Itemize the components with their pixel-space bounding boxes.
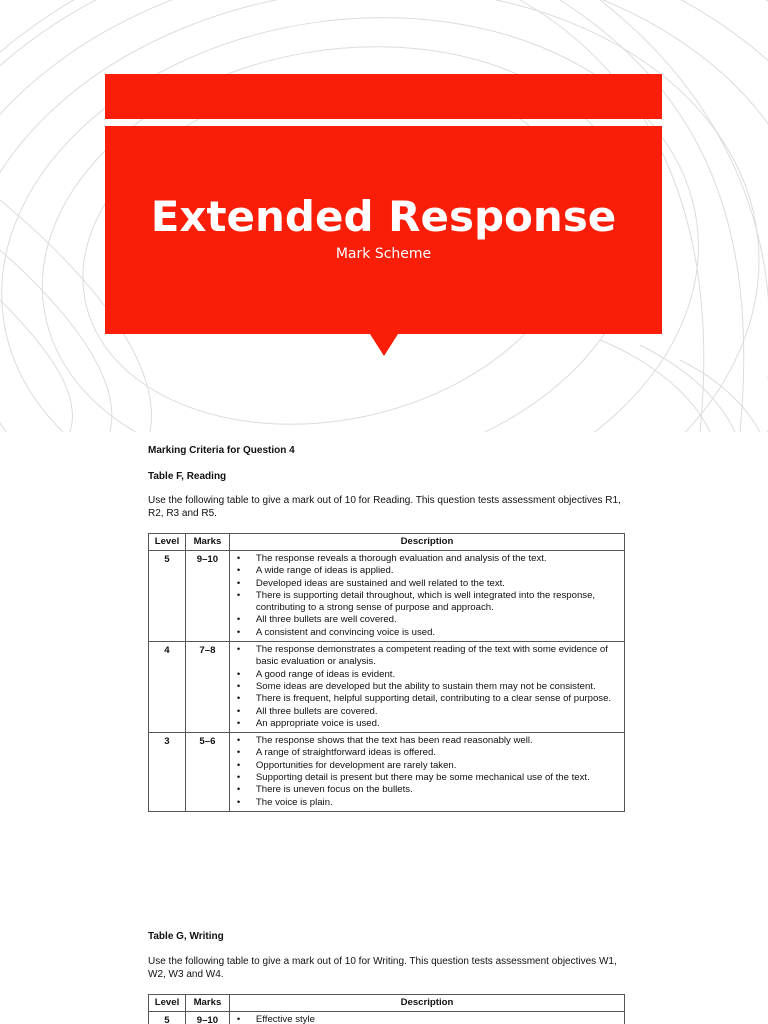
table-f-title: Table F, Reading — [148, 471, 227, 482]
bullet-item: • A good range of ideas is evident. — [230, 669, 620, 681]
table-f — [148, 533, 625, 812]
level-cell: 4 — [149, 642, 186, 733]
table-row — [149, 1012, 625, 1024]
accent-strip — [105, 74, 662, 119]
header-marks: Marks — [185, 534, 229, 551]
bullet-item: • The response reveals a thorough evaluation and analysis of the text. — [230, 553, 620, 565]
header-level: Level — [149, 995, 186, 1012]
slide-title: Extended Response — [150, 192, 617, 241]
bullet-item: • A wide range of ideas is applied. — [230, 565, 620, 577]
description-cell — [229, 642, 624, 733]
bullet-item: • A consistent and convincing voice is used. — [230, 627, 620, 639]
header-marks: Marks — [185, 995, 229, 1012]
slide-subtitle: Mark Scheme — [335, 246, 432, 262]
bullet-item: • The voice is plain. — [230, 797, 620, 809]
table-g-clip — [0, 992, 768, 1024]
title-slide — [0, 0, 768, 432]
marks-cell: 7–8 — [185, 642, 229, 733]
bullet-item: • Opportunities for development are rarely taken. — [230, 760, 620, 772]
header-description: Description — [229, 995, 624, 1012]
marks-cell: 5–6 — [185, 733, 229, 812]
level-cell: 5 — [149, 1012, 186, 1024]
table-g — [148, 994, 625, 1024]
table-row — [149, 551, 625, 642]
title-box-pointer — [370, 334, 398, 356]
bullet-item: • Supporting detail is present but there may be some mechanical use of the text. — [230, 772, 620, 784]
level-cell: 5 — [149, 551, 186, 642]
bullet-item: • All three bullets are well covered. — [230, 614, 620, 626]
table-f-intro: Use the following table to give a mark out of 10 for Reading. This question tests assessment objectives R1, R2, R3 and R5. — [148, 495, 621, 519]
bullet-item: • A range of straightforward ideas is offered. — [230, 747, 620, 759]
bullet-item: • All three bullets are covered. — [230, 706, 620, 718]
description-cell — [229, 551, 624, 642]
marks-cell: 9–10 — [185, 1012, 229, 1024]
bullet-item: • An appropriate voice is used. — [230, 718, 620, 730]
header-description: Description — [229, 534, 624, 551]
marks-cell: 9–10 — [185, 551, 229, 642]
table-g-title: Table G, Writing — [148, 931, 224, 942]
table-f-clip — [0, 533, 768, 853]
description-cell — [229, 733, 624, 812]
bullet-item: • There is frequent, helpful supporting detail, contributing to a clear sense of purpose. — [230, 693, 620, 705]
table-row — [149, 642, 625, 733]
bullet-item: • Some ideas are developed but the ability to sustain them may not be consistent. — [230, 681, 620, 693]
bullet-item: • There is uneven focus on the bullets. — [230, 784, 620, 796]
header-level: Level — [149, 534, 186, 551]
bullet-item: • There is supporting detail throughout, which is well integrated into the response, contributing to a strong sense of purpose and approach. — [230, 590, 620, 615]
bullet-item: • Developed ideas are sustained and well related to the text. — [230, 578, 620, 590]
description-cell — [229, 1012, 624, 1024]
table-header-row — [149, 995, 625, 1012]
document-heading: Marking Criteria for Question 4 — [148, 445, 295, 456]
table-row — [149, 733, 625, 812]
table-g-intro: Use the following table to give a mark out of 10 for Writing. This question tests assessment objectives W1, W2, W3 and W4. — [148, 956, 617, 980]
table-header-row — [149, 534, 625, 551]
level-cell: 3 — [149, 733, 186, 812]
bullet-item: • Effective style — [230, 1014, 620, 1024]
bullet-item: • The response shows that the text has been read reasonably well. — [230, 735, 620, 747]
document-page — [0, 432, 768, 1024]
bullet-item: • The response demonstrates a competent reading of the text with some evidence of basic evaluation or analysis. — [230, 644, 620, 669]
